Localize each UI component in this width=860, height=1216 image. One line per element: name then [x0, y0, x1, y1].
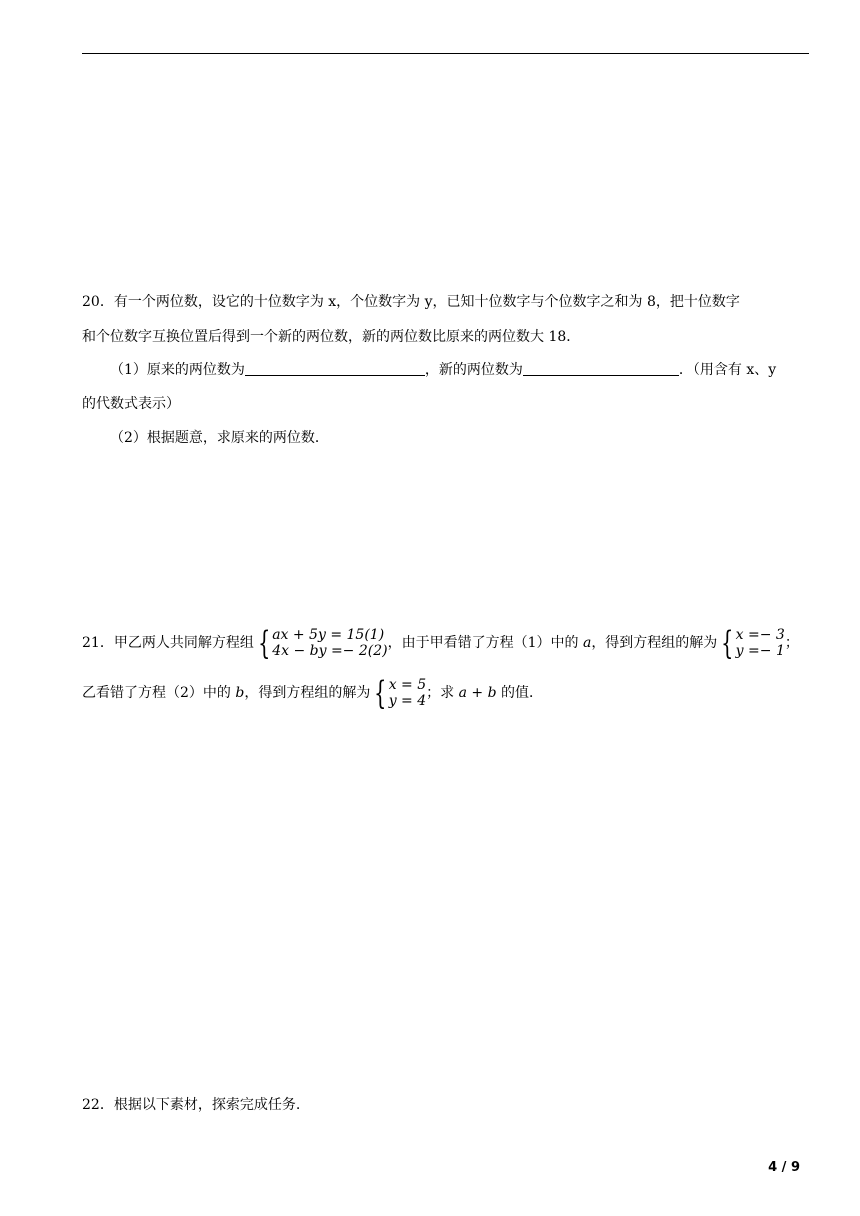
answer-blank-original[interactable] — [245, 361, 425, 376]
q21-text-c: ，得到方程组的解为 — [591, 635, 718, 651]
q20-part1-line2: 的代数式表示） — [82, 396, 180, 412]
brace-icon: { — [257, 624, 271, 662]
answer-blank-new[interactable] — [523, 361, 679, 376]
solution-system-2 — [370, 676, 426, 710]
solution-system-1 — [717, 626, 785, 660]
q20-line1: 20．有一个两位数，设它的十位数字为 x，个位数字为 y，已知十位数字与个位数字之和为 8，把十位数字 — [82, 294, 740, 310]
page-number: 4 / 9 — [768, 1160, 800, 1175]
expr-a-plus-b: a + b — [458, 685, 497, 701]
sys1-row2: 4x − by =− 2(2) — [272, 643, 388, 659]
q22-line1: 22．根据以下素材，探索完成任务. — [82, 1097, 301, 1113]
brace-icon: { — [374, 674, 387, 712]
q20-part1 — [110, 361, 837, 379]
sys1-row1: ax + 5y = 15(1) — [272, 627, 385, 643]
equation-system-1 — [254, 626, 388, 660]
q21-text-g: ；求 — [426, 685, 459, 701]
q21-text-f: ，得到方程组的解为 — [244, 685, 371, 701]
q20-part2: （2）根据题意，求原来的两位数． — [110, 430, 329, 446]
header-rule — [82, 53, 809, 54]
brace-icon: { — [721, 624, 734, 662]
q20-part1-text-b: ，新的两位数为 — [424, 362, 523, 378]
q21-line1 — [82, 626, 809, 660]
q20-part1-text-c: ．（用含有 x、y — [678, 362, 777, 378]
sys3-row2: y = 4 — [388, 693, 427, 709]
q20-part1-text-a: （1）原来的两位数为 — [110, 362, 245, 378]
sys2-row2: y =− 1 — [735, 643, 785, 659]
q21-text-a: 21．甲乙两人共同解方程组 — [82, 635, 254, 651]
q21-text-h: 的值． — [496, 685, 543, 701]
q20-line2: 和个位数字互换位置后得到一个新的两位数，新的两位数比原来的两位数大 18． — [82, 329, 581, 345]
q21-text-e: 乙看错了方程（2）中的 — [82, 685, 236, 701]
sys2-row1: x =− 3 — [735, 627, 785, 643]
sys3-row1: x = 5 — [388, 677, 427, 693]
q21-line2 — [82, 676, 809, 710]
q21-text-b: ，由于甲看错了方程（1）中的 — [387, 635, 583, 651]
var-b: b — [235, 685, 245, 701]
q21-text-d: ； — [784, 635, 799, 651]
var-a: a — [582, 635, 592, 651]
